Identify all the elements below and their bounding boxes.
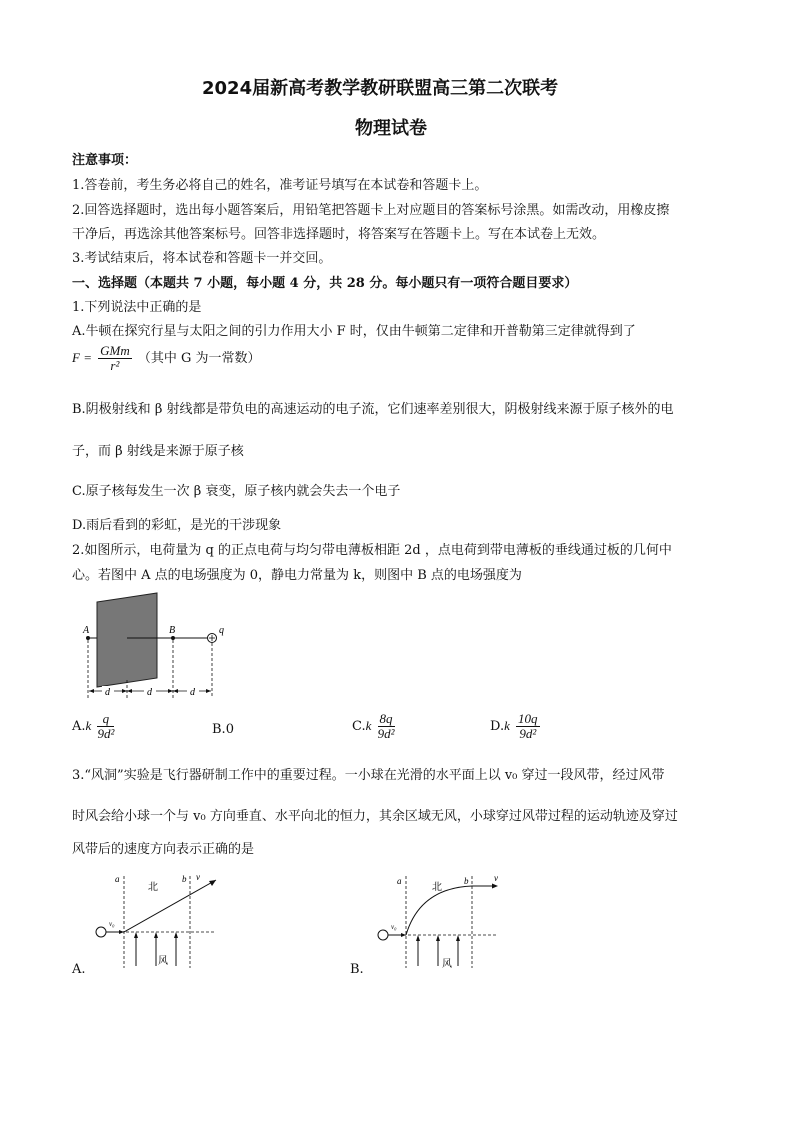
label-north: 北	[432, 882, 442, 893]
dim-arrow-2	[122, 689, 127, 693]
q2-option-b	[212, 722, 234, 737]
trajectory-curve	[406, 886, 472, 935]
q2-option-c-num: 8q	[379, 711, 393, 726]
q1-formula	[72, 344, 261, 373]
q2-option-a-k: k	[85, 718, 92, 733]
q2-option-a	[72, 712, 116, 741]
point-b-dot	[171, 636, 175, 640]
notice-item-1: 1.答卷前，考生务必将自己的姓名，准考证号填写在本试卷和答题卡上。	[72, 178, 488, 193]
label-v0: v₀	[109, 920, 115, 928]
dim-arrow-6	[206, 689, 211, 693]
dim-arrow-3	[127, 689, 132, 693]
q1-formula-note: （其中 G 为一常数）	[137, 351, 261, 366]
q3-figure-b	[372, 868, 504, 970]
v0-arrow	[401, 933, 406, 937]
q2-option-b-label: B.	[212, 722, 226, 737]
v0-arrow	[119, 930, 124, 934]
wind-arrowhead-1	[416, 935, 420, 941]
q1-stem: 1.下列说法中正确的是	[72, 300, 202, 315]
notice-item-3: 3.考试结束后，将本试卷和答题卡一并交回。	[72, 251, 332, 266]
q2-option-a-den: 9d²	[97, 726, 115, 741]
dim-arrow-5	[173, 689, 178, 693]
q1-option-d: D.雨后看到的彩虹，是光的干涉现象	[72, 518, 282, 533]
q2-option-d-num: 10q	[518, 711, 538, 726]
q2-option-d-k: k	[504, 718, 510, 733]
dim-arrow-4	[168, 689, 173, 693]
q2-option-c	[352, 712, 397, 741]
q1-formula-fraction	[98, 344, 132, 373]
dim-arrow-1	[89, 689, 94, 693]
label-b: B	[169, 625, 176, 636]
q1-option-b: B.阴极射线和 β 射线都是带负电的高速运动的电子流，它们速率差别很大，阴极射线来源于原子核外的电	[72, 402, 674, 417]
section-heading: 一、选择题（本题共 7 小题，每小题 4 分，共 28 分。每小题只有一项符合题目要求）	[72, 276, 578, 291]
notice-item-2: 2.回答选择题时，选出每小题答案后，用铅笔把答题卡上对应题目的答案标号涂黑。如需改动，用橡皮擦	[72, 203, 670, 218]
label-v0: v₀	[391, 923, 397, 931]
q2-option-c-k: k	[365, 718, 372, 733]
trajectory-line	[124, 880, 216, 932]
q1-formula-lhs: F =	[72, 350, 92, 365]
label-v: v	[494, 873, 498, 883]
q1-formula-den: r²	[110, 358, 120, 373]
q3-line-1: 3.“风洞”实验是飞行器研制工作中的重要过程。一小球在光滑的水平面上以 v₀ 穿过一段风带，经过风带	[72, 768, 665, 783]
q2-line-1: 2.如图所示，电荷量为 q 的正点电荷与均匀带电薄板相距 2d ，点电荷到带电薄板的垂线通过板的几何中	[72, 543, 672, 558]
q1-option-a: A.牛顿在探究行星与太阳之间的引力作用大小 F 时，仅由牛顿第二定律和开普勒第三定律就得到了	[72, 324, 636, 339]
label-a: a	[115, 874, 120, 884]
q2-option-c-label: C.	[352, 719, 366, 734]
q2-option-a-num: q	[97, 712, 114, 727]
q2-option-b-value: 0	[225, 722, 234, 737]
q3-option-a-label: A.	[72, 962, 86, 977]
q2-line-2: 心。若图中 A 点的电场强度为 0，静电力常量为 k，则图中 B 点的电场强度为	[72, 568, 522, 583]
label-q: q	[219, 625, 224, 636]
label-a: A	[83, 625, 90, 636]
ball	[96, 927, 106, 937]
q3-line-2: 时风会给小球一个与 v₀ 方向垂直、水平向北的恒力，其余区域无风，小球穿过风带过程的运动轨迹及穿过	[72, 809, 678, 824]
notice-item-2-cont: 干净后，再选涂其他答案标号。回答非选择题时，将答案写在答题卡上。写在本试卷上无效。	[72, 227, 606, 242]
q2-figure	[70, 588, 240, 700]
q2-option-c-fraction	[378, 712, 395, 741]
q2-option-a-label: A.	[72, 719, 86, 734]
q2-option-d-fraction	[516, 712, 540, 741]
q1-option-c: C.原子核每发生一次 β 衰变，原子核内就会失去一个电子	[72, 484, 401, 499]
dim-label-3: d	[190, 687, 195, 698]
notice-heading: 注意事项：	[72, 153, 138, 168]
wind-arrowhead-3	[174, 932, 178, 938]
page-subtitle: 物理试卷	[355, 118, 427, 139]
q2-option-d-den: 9d²	[519, 726, 537, 741]
label-a: a	[397, 876, 402, 886]
q2-option-d-label: D.	[490, 719, 505, 734]
label-v: v	[196, 872, 200, 882]
q2-option-a-fraction	[97, 712, 114, 741]
label-north: 北	[148, 882, 158, 893]
label-b: b	[464, 876, 469, 886]
wind-arrowhead-2	[436, 935, 440, 941]
charged-plate	[97, 593, 157, 687]
q1-option-b-cont: 子，而 β 射线是来源于原子核	[72, 444, 244, 459]
label-b: b	[182, 874, 187, 884]
q3-line-3: 风带后的速度方向表示正确的是	[72, 842, 255, 857]
dim-label-2: d	[147, 687, 152, 698]
q3-figure-a	[92, 868, 222, 970]
exit-arrow	[492, 884, 498, 889]
label-wind: 风	[442, 959, 452, 970]
ball	[378, 930, 388, 940]
q1-formula-num: GMm	[100, 343, 130, 358]
point-a-dot	[86, 636, 90, 640]
wind-arrowhead-1	[134, 932, 138, 938]
q3-option-b-label: B.	[350, 962, 364, 977]
wind-arrowhead-2	[154, 932, 158, 938]
page-title: 2024届新高考教学教研联盟高三第二次联考	[202, 78, 559, 99]
q2-option-d	[490, 712, 542, 741]
q2-option-c-den: 9d²	[377, 726, 395, 741]
dim-label-1: d	[105, 687, 110, 698]
wind-arrowhead-3	[456, 935, 460, 941]
label-wind: 风	[158, 956, 168, 967]
